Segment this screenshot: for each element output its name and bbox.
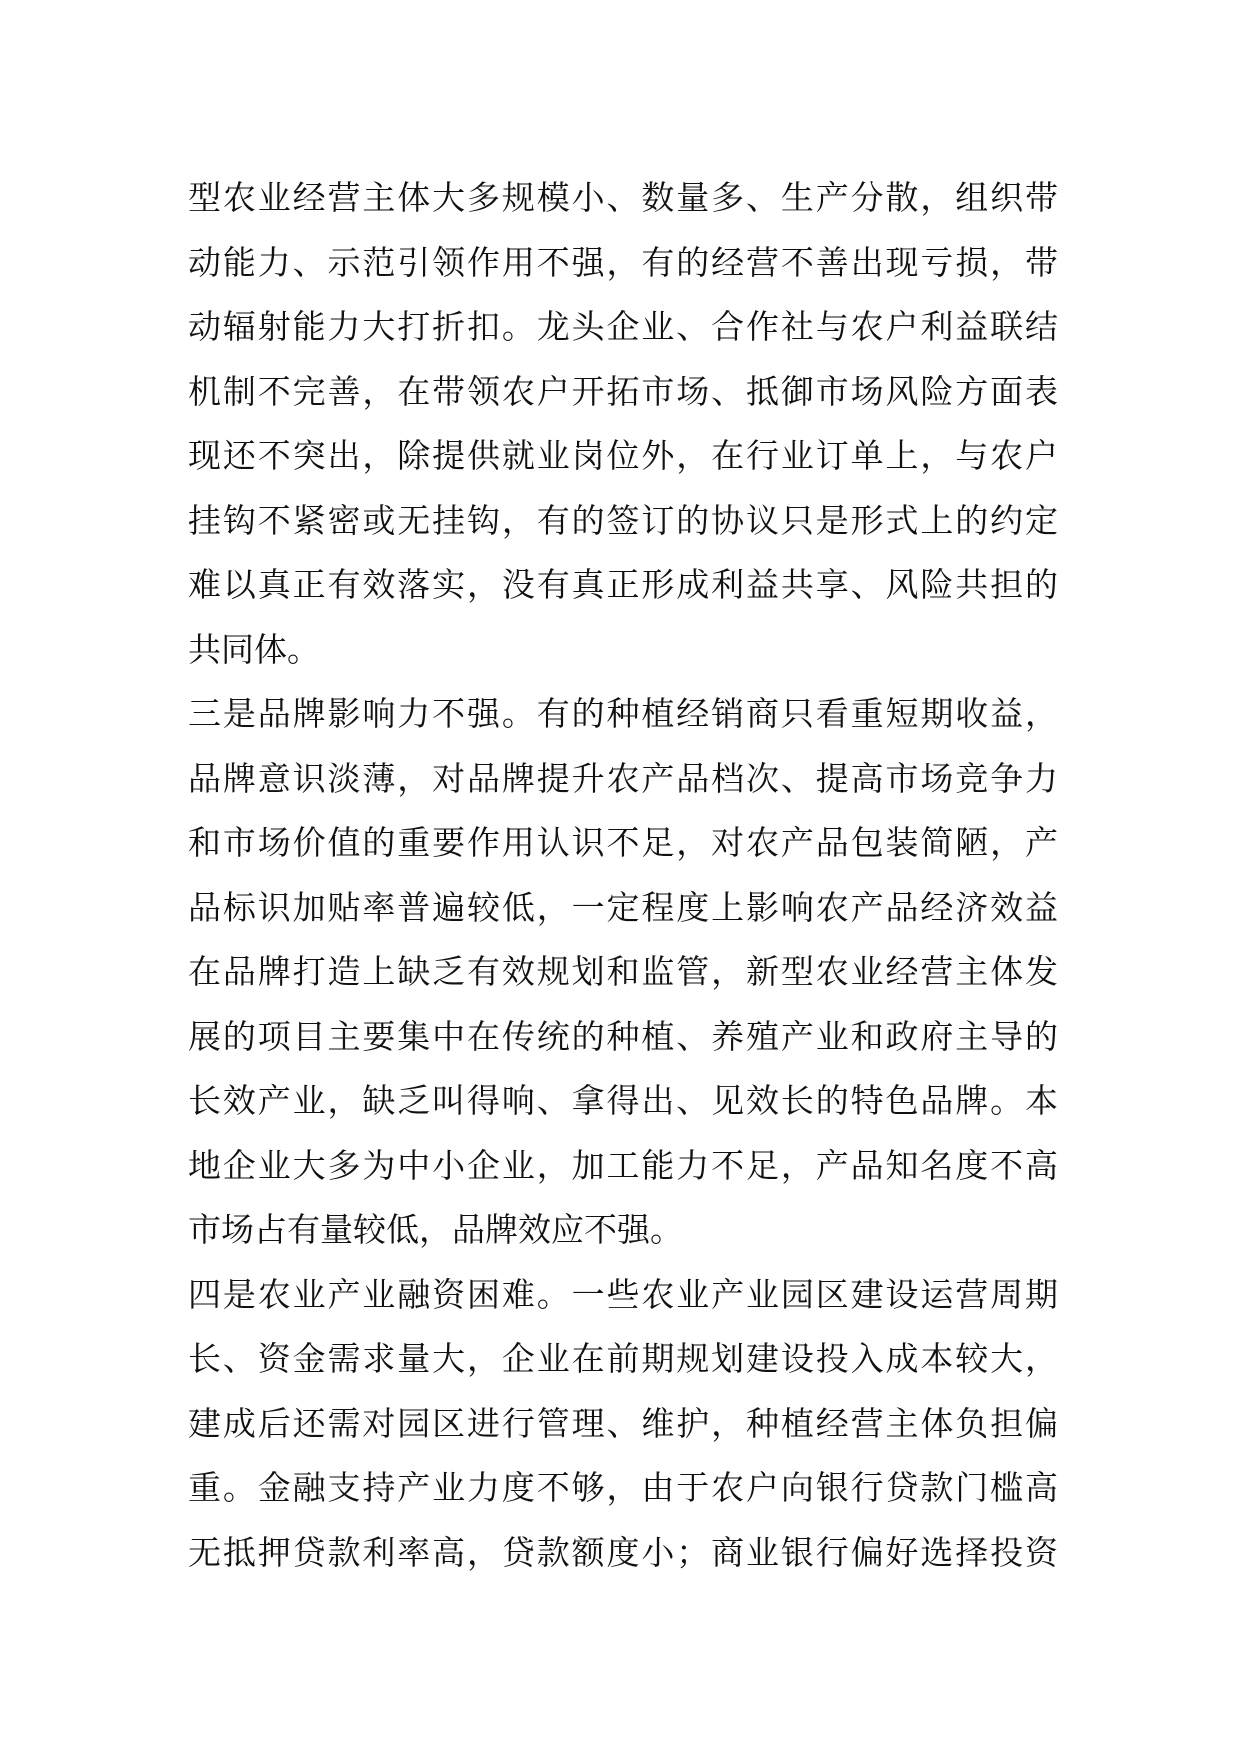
text-line: 重。金融支持产业力度不够，由于农户向银行贷款门槛高 [188, 1468, 1058, 1507]
text-line: 长、资金需求量大，企业在前期规划建设投入成本较大， [188, 1339, 1058, 1378]
text-line: 型农业经营主体大多规模小、数量多、生产分散，组织带 [188, 178, 1058, 217]
text-line: 三是品牌影响力不强。有的种植经销商只看重短期收益， [188, 694, 1058, 733]
text-line: 和市场价值的重要作用认识不足，对农产品包装简陋，产 [188, 823, 1058, 862]
paragraph-1 [188, 166, 1058, 682]
text-line: 机制不完善，在带领农户开拓市场、抵御市场风险方面表 [188, 371, 1058, 411]
paragraph-2 [188, 682, 1058, 1263]
text-line: 展的项目主要集中在传统的种植、养殖产业和政府主导的 [188, 1016, 1058, 1056]
text-line: 品牌意识淡薄，对品牌提升农产品档次、提高市场竞争力 [188, 758, 1058, 798]
text-line: 市场占有量较低，品牌效应不强。 [188, 1210, 683, 1249]
text-line: 动能力、示范引领作用不强，有的经营不善出现亏损，带 [188, 242, 1058, 282]
paragraph-3 [188, 1263, 1058, 1586]
body-text [188, 166, 1058, 1585]
text-line: 挂钩不紧密或无挂钩，有的签订的协议只是形式上的约定 [188, 500, 1058, 540]
text-line: 四是农业产业融资困难。一些农业产业园区建设运营周期 [188, 1274, 1058, 1314]
text-line: 长效产业，缺乏叫得响、拿得出、见效长的特色品牌。本 [188, 1081, 1058, 1120]
text-line: 共同体。 [188, 629, 320, 669]
text-line: 无抵押贷款利率高，贷款额度小；商业银行偏好选择投资 [188, 1532, 1058, 1572]
text-line: 建成后还需对园区进行管理、维护，种植经营主体负担偏 [188, 1403, 1058, 1443]
text-line: 动辐射能力大打折扣。龙头企业、合作社与农户利益联结 [188, 307, 1058, 346]
text-line: 地企业大多为中小企业，加工能力不足，产品知名度不高 [188, 1145, 1058, 1185]
text-line: 现还不突出，除提供就业岗位外，在行业订单上，与农户 [188, 436, 1058, 475]
text-line: 难以真正有效落实，没有真正形成利益共享、风险共担的 [188, 565, 1058, 604]
text-line: 在品牌打造上缺乏有效规划和监管，新型农业经营主体发 [188, 952, 1058, 991]
text-line: 品标识加贴率普遍较低，一定程度上影响农产品经济效益 [188, 887, 1058, 927]
